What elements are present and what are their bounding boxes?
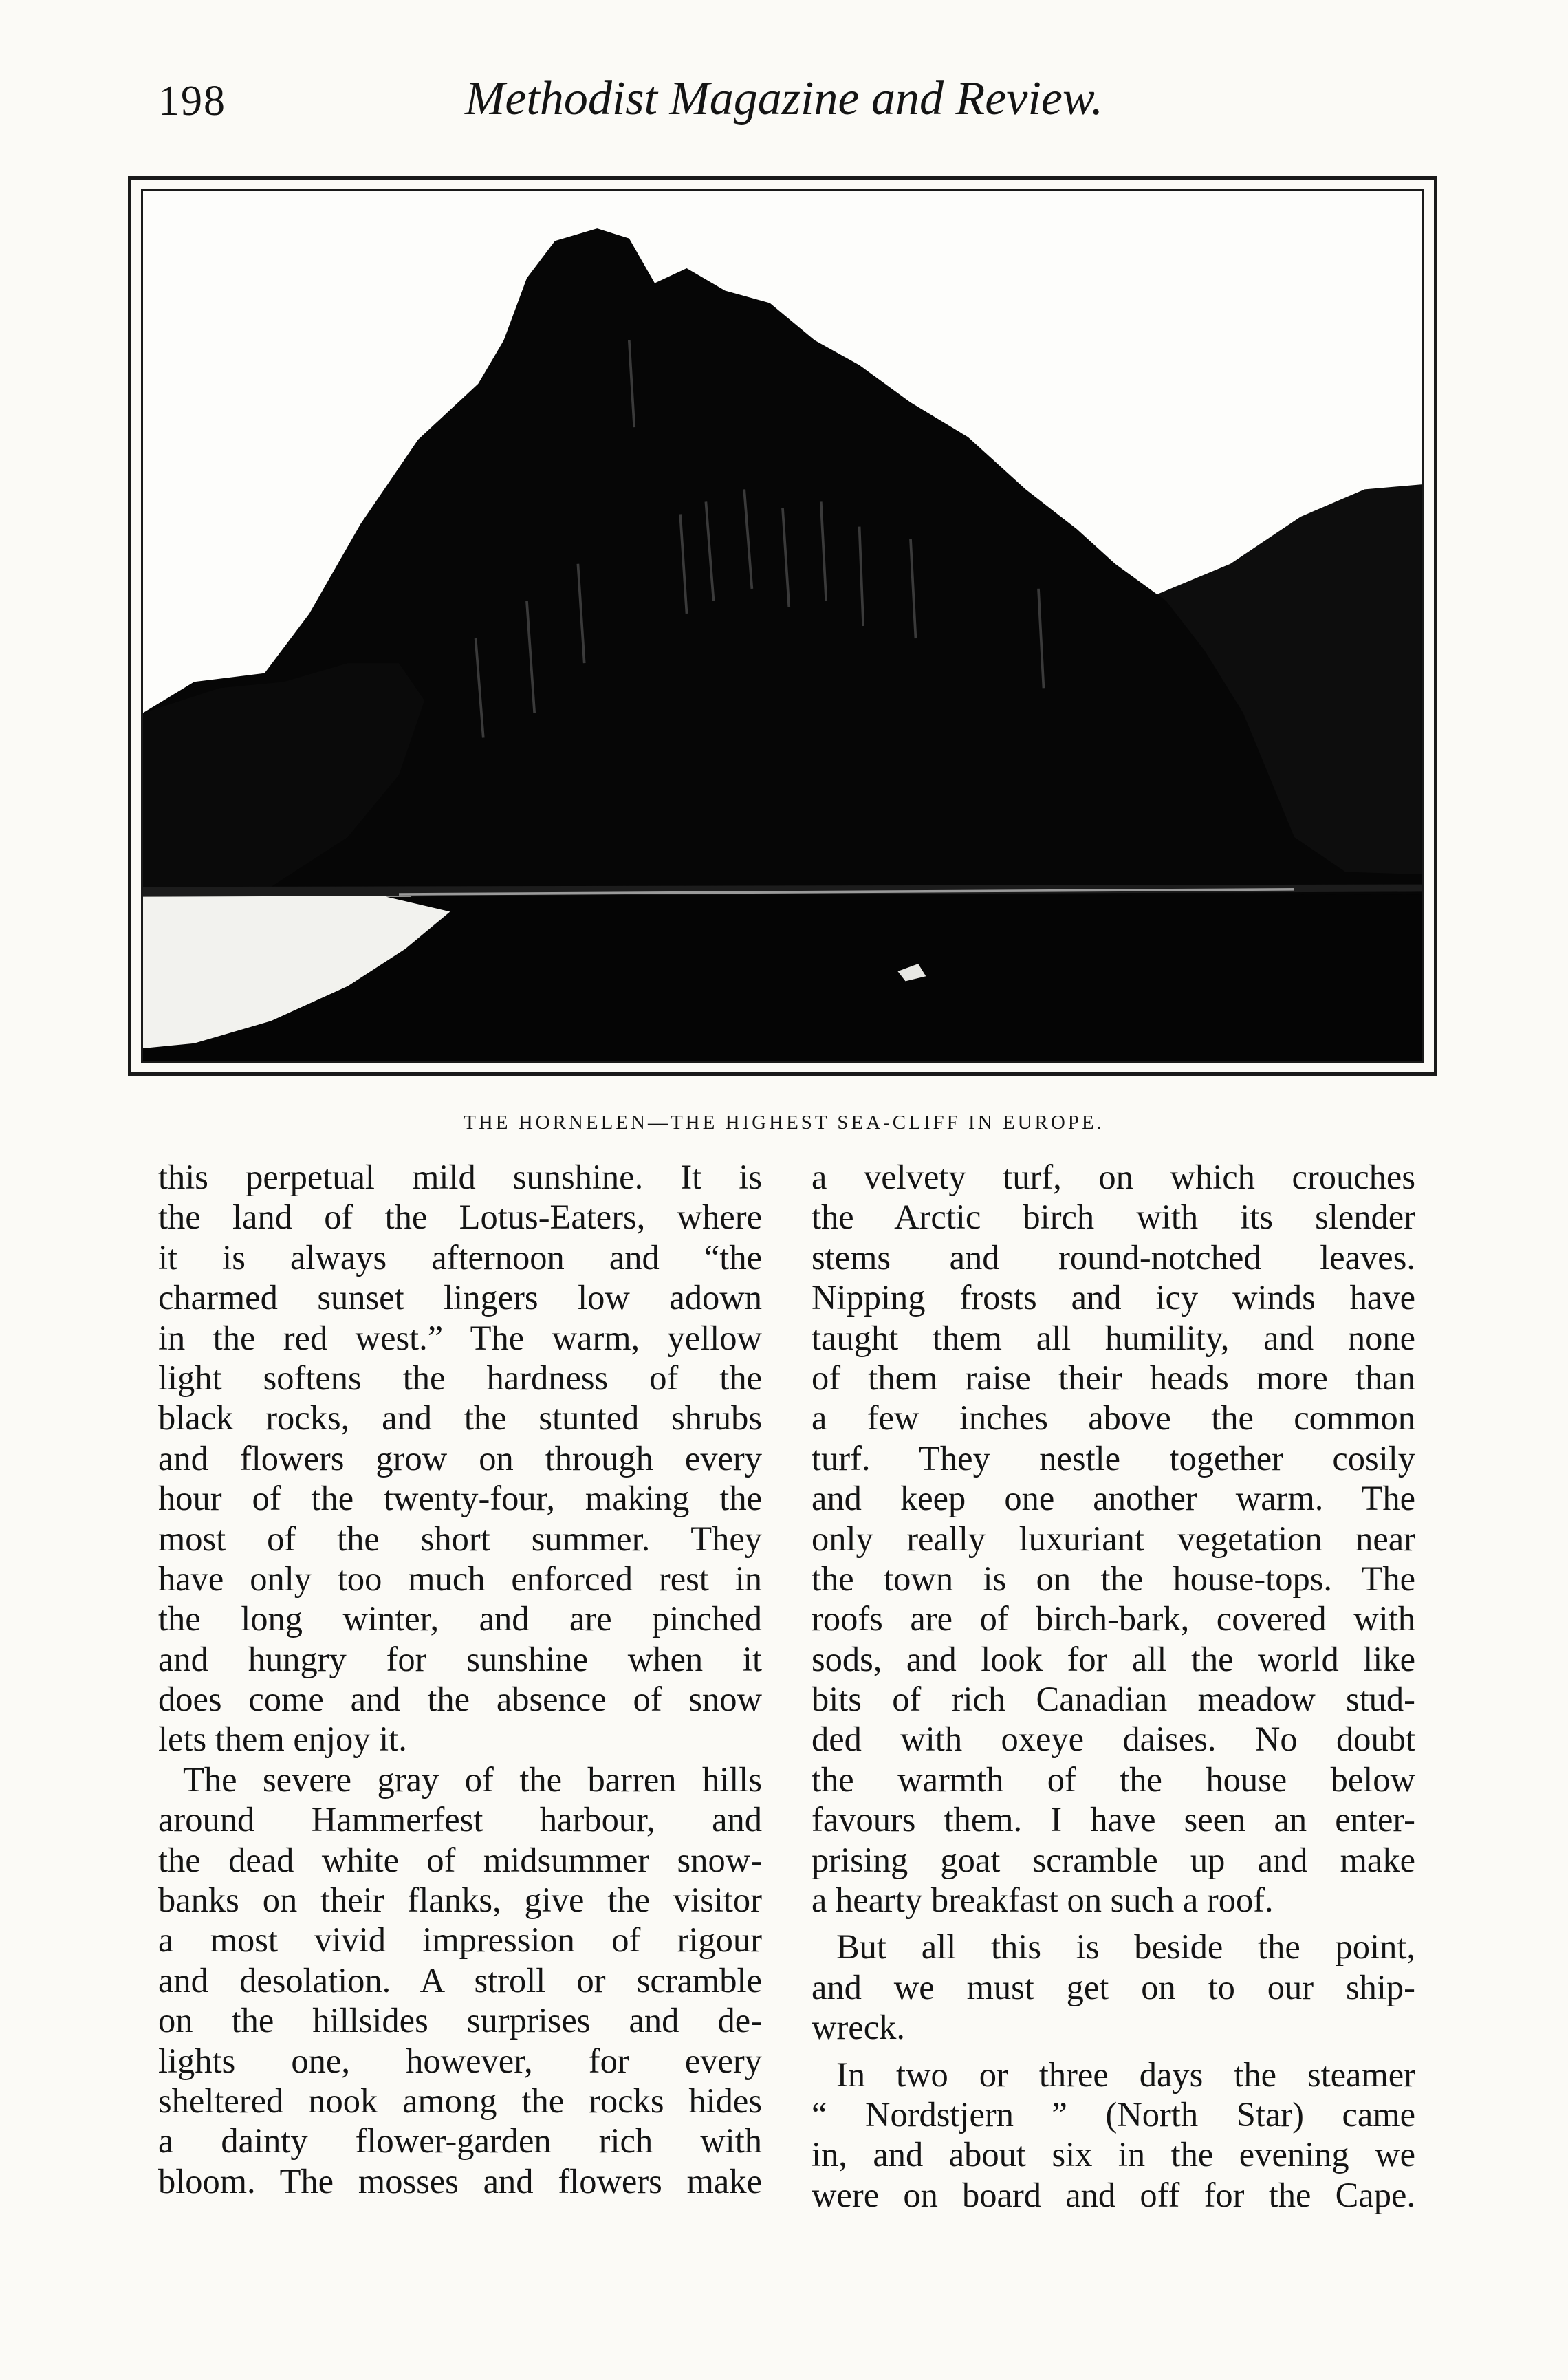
text-line: in, and about six in the evening we: [812, 2135, 1415, 2174]
text-line: sods, and look for all the world like: [812, 1639, 1415, 1678]
text-line: it is always afternoon and “the: [158, 1237, 762, 1277]
text-line: turf. They nestle together cosily: [812, 1438, 1415, 1478]
paragraph: [812, 1927, 1415, 2047]
text-line: stems and round-notched leaves.: [812, 1237, 1415, 1277]
left-column: [158, 1157, 762, 2201]
right-column: [812, 1157, 1415, 2215]
paragraph: [158, 1157, 762, 1760]
text-line: have only too much enforced rest in: [158, 1559, 762, 1598]
text-line: “ Nordstjern ” (North Star) came: [812, 2095, 1415, 2134]
text-line: of them raise their heads more than: [812, 1358, 1415, 1397]
text-line: a dainty flower-garden rich with: [158, 2121, 762, 2161]
text-line: the warmth of the house below: [812, 1760, 1415, 1799]
text-line: a velvety turf, on which crouches: [812, 1158, 1415, 1196]
text-line: the town is on the house-tops. The: [812, 1559, 1415, 1598]
text-line: lights one, however, for every: [158, 2041, 762, 2080]
paragraph: [158, 1760, 762, 2201]
text-line: But all this is beside the point,: [836, 1927, 1415, 1967]
text-line: lets them enjoy it.: [158, 1720, 407, 1759]
text-line: and keep one another warm. The: [812, 1479, 1415, 1518]
text-line: wreck.: [812, 2008, 905, 2047]
text-line: ded with oxeye daises. No doubt: [812, 1720, 1415, 1759]
text-line: Nipping frosts and icy winds have: [812, 1278, 1415, 1317]
text-line: roofs are of birch-bark, covered with: [812, 1599, 1415, 1638]
text-line: bloom. The mosses and flowers make: [158, 2161, 762, 2200]
text-line: a most vivid impression of rigour: [158, 1921, 762, 1960]
page-number: 198: [158, 78, 226, 125]
text-line: The severe gray of the barren hills: [183, 1760, 762, 1799]
paragraph: [812, 1157, 1415, 1920]
text-line: hour of the twenty-four, making the: [158, 1479, 762, 1518]
text-line: In two or three days the steamer: [836, 2055, 1415, 2094]
text-line: this perpetual mild sunshine. It is: [158, 1158, 762, 1196]
photo-plate: [128, 176, 1437, 1076]
text-line: taught them all humility, and none: [812, 1318, 1415, 1357]
text-line: were on board and off for the Cape.: [812, 2175, 1415, 2214]
text-line: the Arctic birch with its slender: [812, 1198, 1415, 1237]
text-line: does come and the absence of snow: [158, 1680, 762, 1719]
text-line: in the red west.” The warm, yellow: [158, 1318, 762, 1357]
text-line: bits of rich Canadian meadow stud-: [812, 1680, 1415, 1719]
text-line: around Hammerfest harbour, and: [158, 1800, 762, 1839]
text-line: and we must get on to our ship-: [812, 1967, 1415, 2006]
text-line: on the hillsides surprises and de-: [158, 2001, 762, 2040]
text-line: and hungry for sunshine when it: [158, 1639, 762, 1678]
text-line: favours them. I have seen an enter-: [812, 1800, 1415, 1839]
text-line: and flowers grow on through every: [158, 1438, 762, 1478]
text-line: the long winter, and are pinched: [158, 1599, 762, 1638]
text-line: prising goat scramble up and make: [812, 1840, 1415, 1879]
text-line: a few inches above the common: [812, 1398, 1415, 1438]
text-line: black rocks, and the stunted shrubs: [158, 1398, 762, 1438]
text-line: sheltered nook among the rocks hides: [158, 2081, 762, 2120]
text-line: most of the short summer. They: [158, 1519, 762, 1558]
text-line: charmed sunset lingers low adown: [158, 1278, 762, 1317]
journal-title: Methodist Magazine and Review.: [465, 72, 1103, 125]
text-line: banks on their flanks, give the visitor: [158, 1881, 762, 1920]
hornelen-cliff-photo: [143, 191, 1422, 1061]
paragraph: [812, 2055, 1415, 2216]
text-line: only really luxuriant vegetation near: [812, 1519, 1415, 1558]
text-line: the land of the Lotus-Eaters, where: [158, 1198, 762, 1237]
text-line: and desolation. A stroll or scramble: [158, 1960, 762, 2000]
photo-frame: [141, 189, 1424, 1063]
text-line: light softens the hardness of the: [158, 1358, 762, 1397]
text-line: a hearty breakfast on such a roof.: [812, 1881, 1274, 1920]
text-line: the dead white of midsummer snow-: [158, 1840, 762, 1879]
running-head: [0, 72, 1568, 133]
figure-caption: THE HORNELEN—THE HIGHEST SEA-CLIFF IN EUROPE.: [464, 1112, 1104, 1134]
